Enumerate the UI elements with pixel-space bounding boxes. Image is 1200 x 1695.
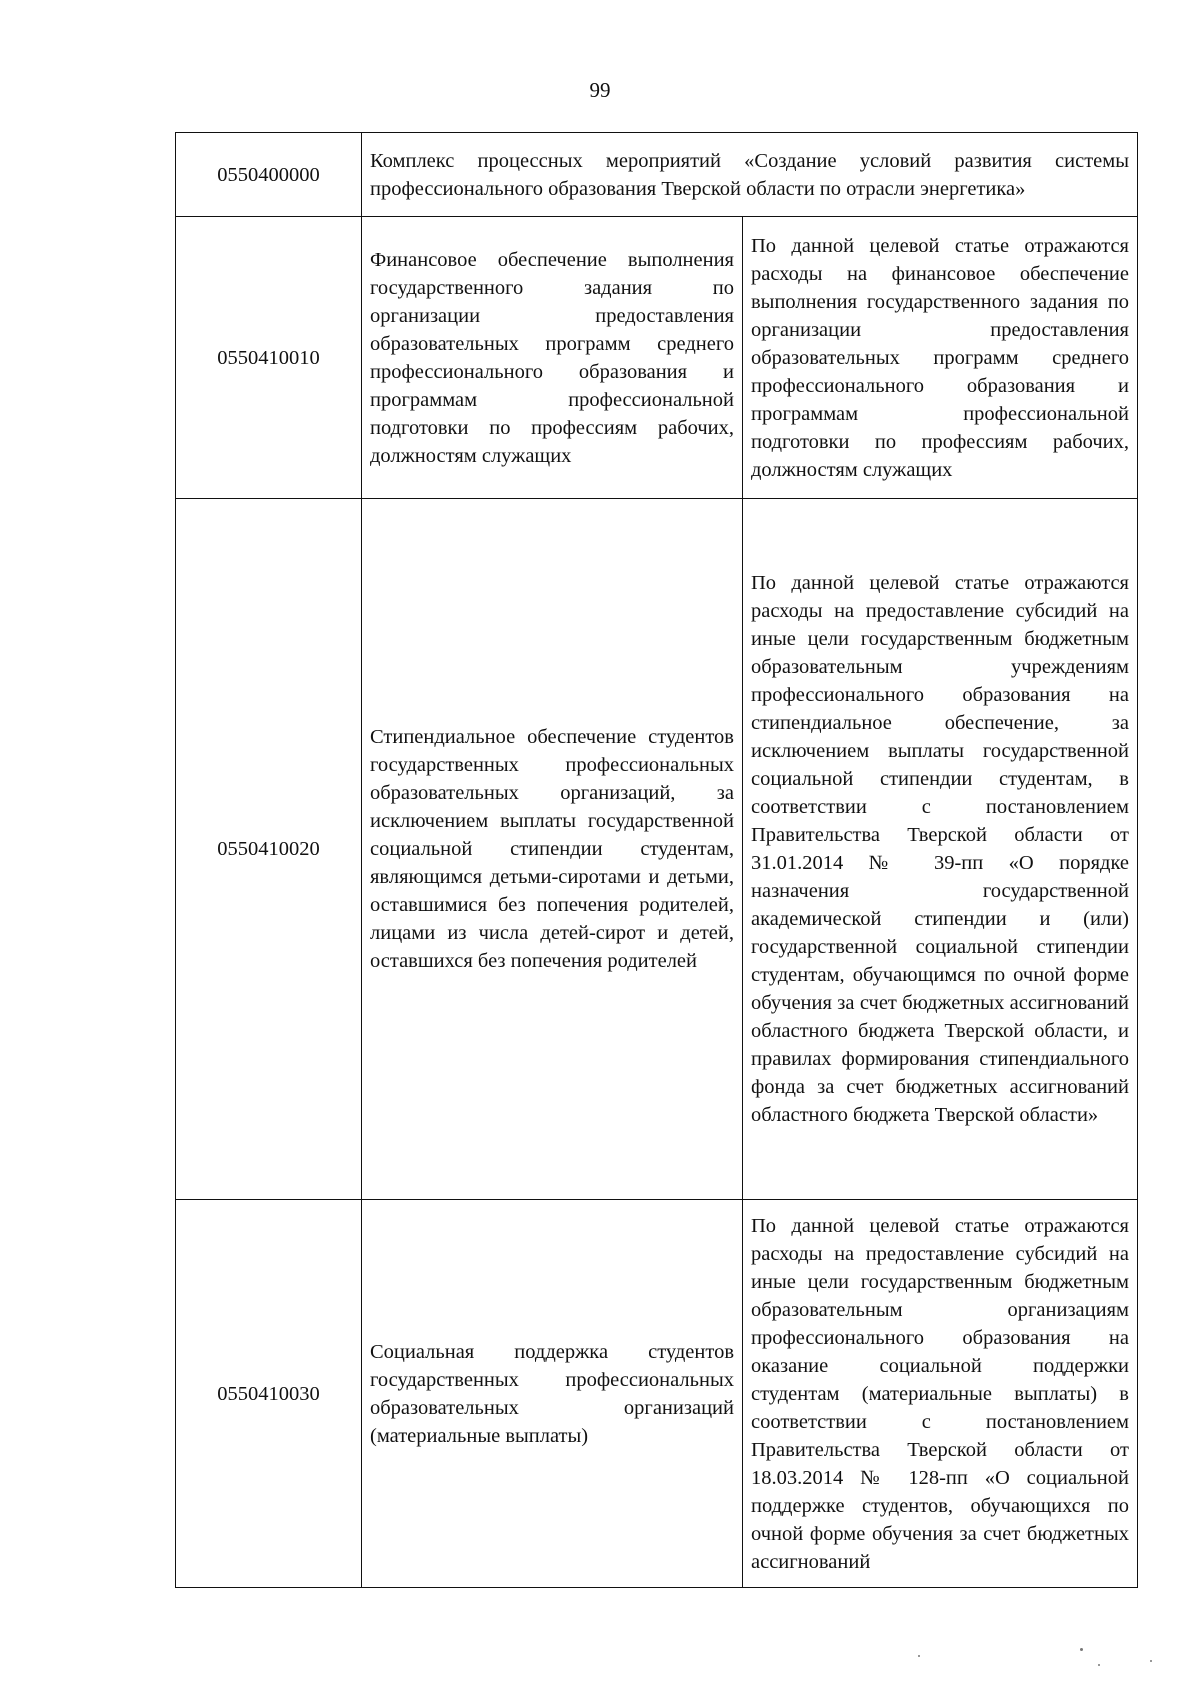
- name-cell: Социальная поддержка студентов государственных профессиональных образовательных организаций (материальные выплаты): [362, 1200, 743, 1588]
- scan-speck: [1098, 1664, 1100, 1666]
- name-cell: Стипендиальное обеспечение студентов государственных профессиональных образовательных организаций, за исключением выплаты государственной социальной стипендии студентам, являющимся детьми-сиротами и детьми, оставшимися без попечения родителей, лицами из числа детей-сирот и детей, оставшихся без попечения родителей: [362, 499, 743, 1200]
- code-cell: 0550400000: [176, 133, 362, 217]
- table-row: [176, 1200, 1138, 1588]
- description-cell: По данной целевой статье отражаются расходы на предоставление субсидий на иные цели государственным бюджетным образовательным организациям профессионального образования на оказание социальной поддержки студентам (материальные выплаты) в соответствии с постановлением Правительства Тверской области от 18.03.2014 № 128-пп «О социальной поддержке студентов, обучающихся по очной форме обучения за счет бюджетных ассигнований: [743, 1200, 1138, 1588]
- scan-speck: [1150, 1660, 1152, 1662]
- code-cell: 0550410020: [176, 499, 362, 1200]
- description-cell: По данной целевой статье отражаются расходы на финансовое обеспечение выполнения государственного задания по организации предоставления образовательных программ среднего профессионального образования и программам профессиональной подготовки по профессиям рабочих, должностям служащих: [743, 217, 1138, 499]
- table-row: [176, 217, 1138, 499]
- target-articles-table: [175, 132, 1138, 1588]
- code-cell: 0550410030: [176, 1200, 362, 1588]
- name-cell: Комплекс процессных мероприятий «Создание условий развития системы профессионального образования Тверской области по отрасли энергетика»: [362, 133, 1138, 217]
- description-cell: По данной целевой статье отражаются расходы на предоставление субсидий на иные цели государственным бюджетным образовательным учреждениям профессионального образования на стипендиальное обеспечение, за исключением выплаты государственной социальной стипендии студентам, в соответствии с постановлением Правительства Тверской области от 31.01.2014 № 39-пп «О порядке назначения государственной академической стипендии и (или) государственной социальной стипендии студентам, обучающимся по очной форме обучения за счет бюджетных ассигнований областного бюджета Тверской области, и правилах формирования стипендиального фонда за счет бюджетных ассигнований областного бюджета Тверской области»: [743, 499, 1138, 1200]
- page-number: 99: [589, 78, 611, 102]
- table-row: [176, 499, 1138, 1200]
- scan-speck: [918, 1655, 920, 1657]
- table-row: [176, 133, 1138, 217]
- name-cell: Финансовое обеспечение выполнения государственного задания по организации предоставления образовательных программ среднего профессионального образования и программам профессиональной подготовки по профессиям рабочих, должностям служащих: [362, 217, 743, 499]
- scan-speck: [1080, 1648, 1083, 1651]
- code-cell: 0550410010: [176, 217, 362, 499]
